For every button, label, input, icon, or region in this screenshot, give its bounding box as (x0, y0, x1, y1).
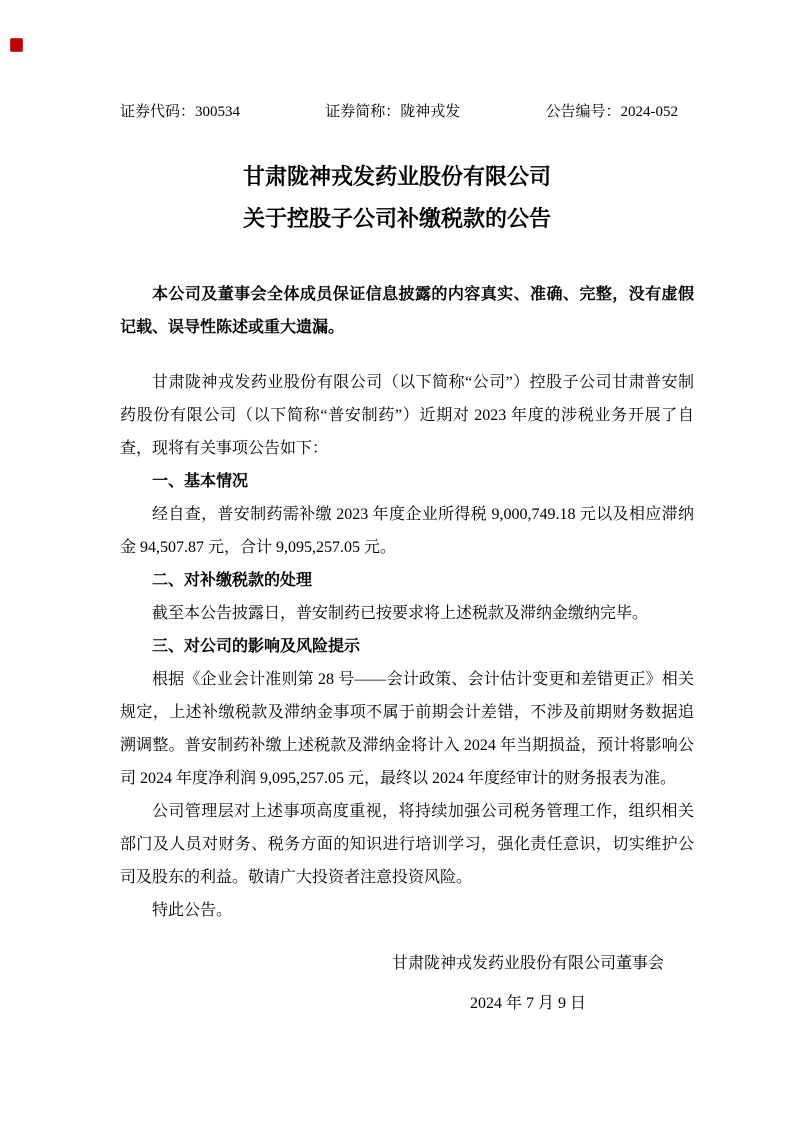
document-header (0, 0, 794, 120)
red-annotation-mark (10, 38, 23, 52)
stock-name: 证券简称：陇神戎发 (325, 104, 461, 120)
paragraph-basic-situation: 经自查，普安制药需补缴 2023 年度企业所得税 9,000,749.18 元以及相应滞纳金 94,507.87 元，合计 9,095,257.05 元。 (120, 506, 694, 556)
paragraph-tax-handling: 截至本公告披露日，普安制药已按要求将上述税款及滞纳金缴纳完毕。 (152, 605, 649, 622)
stock-code: 证券代码：300534 (120, 104, 241, 120)
paragraph-management-measures: 公司管理层对上述事项高度重视，将持续加强公司税务管理工作，组织相关部门及人员对财务、税务方面的知识进行培训学习，强化责任意识，切实维护公司及股东的利益。敬请广大投资者注意投资风险。 (120, 803, 694, 886)
board-disclaimer: 本公司及董事会全体成员保证信息披露的内容真实、准确、完整，没有虚假记载、误导性陈述或重大遗漏。 (120, 286, 694, 336)
signature-company: 甘肃陇神戎发药业股份有限公司董事会 (391, 955, 664, 972)
section-heading-basic-situation: 一、基本情况 (152, 473, 249, 490)
paragraph-impact-risk: 根据《企业会计准则第 28 号——会计政策、会计估计变更和差错更正》相关规定，上述补缴税款及滞纳金事项不属于前期会计差错，不涉及前期财务数据追溯调整。普安制药补缴上述税款及滞纳金将计入 2024 年当期损益，预计将影响公司 2024 年度净利润 9,095,257.05 元，最终以 2024 年度经审计的财务报表为准。 (120, 671, 694, 787)
signature-block (392, 947, 664, 1020)
announcement-number: 公告编号：2024-052 (545, 104, 678, 120)
document-title-line1: 甘肃陇神戎发药业股份有限公司 (242, 164, 551, 189)
paragraph-intro: 甘肃陇神戎发药业股份有限公司（以下简称“公司”）控股子公司甘肃普安制药股份有限公司（以下简称“普安制药”）近期对 2023 年度的涉税业务开展了自查，现将有关事项公告如下： (120, 374, 694, 457)
section-heading-impact-risk: 三、对公司的影响及风险提示 (152, 638, 361, 655)
document-body (0, 278, 794, 1020)
signature-date: 2024 年 7 月 9 日 (469, 995, 586, 1012)
document-title-line2: 关于控股子公司补缴税款的公告 (242, 206, 551, 231)
section-heading-tax-handling: 二、对补缴税款的处理 (152, 572, 313, 589)
paragraph-hereby-announced: 特此公告。 (152, 902, 233, 919)
